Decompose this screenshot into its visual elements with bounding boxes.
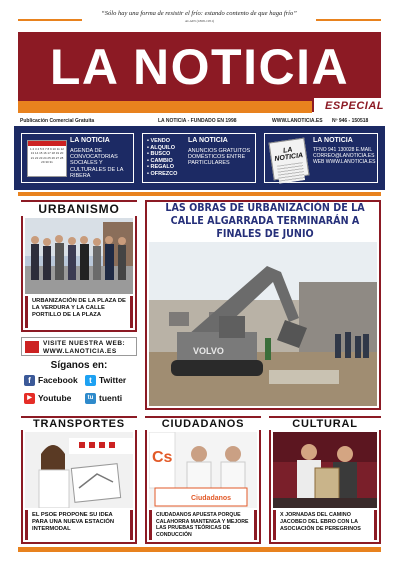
info-line xyxy=(18,116,381,126)
quote-text: “Sólo hay una forma de resistir el frío: estando contento de que haga frío” xyxy=(101,10,297,17)
cultural-photo[interactable] xyxy=(273,432,377,508)
banner-text: Ciudadanos xyxy=(191,495,232,502)
excavator-image xyxy=(149,242,377,406)
ad-contact-text: TFNO 941 130028 E.MAIL CORREO@LANOTICIA.ES WEB WWW.LANOTICIA.ES xyxy=(313,147,376,165)
section-cultural: CULTURAL xyxy=(269,416,381,430)
group-of-people-image xyxy=(25,218,133,294)
two-men-image xyxy=(149,432,257,508)
section-ciudadanos: CIUDADANOS xyxy=(145,416,261,430)
visit-line-1: VISITE NUESTRA WEB: xyxy=(43,340,126,347)
machine-brand-text: VOLVO xyxy=(193,346,224,356)
facebook-label: Facebook xyxy=(38,375,78,385)
classified-item: • OFREZCO xyxy=(147,170,178,177)
tuenti-label: tuenti xyxy=(99,393,123,403)
issue-number: Nº 946 - 150518 xyxy=(332,118,369,124)
two-women-image xyxy=(273,432,377,508)
urbanismo-photo[interactable] xyxy=(25,218,133,294)
ad-title: LA NOTICIA xyxy=(70,137,110,144)
bottom-orange-bar xyxy=(18,547,381,552)
agenda-ad[interactable] xyxy=(21,133,134,183)
calendar-icon: 1 2 3 4 5 6 7 8 9 10 11 12 13 14 15 16 17 18 19 20 21 22 23 24 25 26 27 28 29 30 31 xyxy=(27,140,67,177)
visit-line-2[interactable]: WWW.LANOTICIA.ES xyxy=(43,347,117,355)
founded-text: LA NOTICIA - FUNDADO EN 1998 xyxy=(158,118,237,124)
social-follow-box xyxy=(21,360,137,412)
ad-title: LA NOTICIA xyxy=(188,137,228,144)
ad-text: AGENDA DE CONVOCATORIAS SOCIALES Y CULTURALES DE LA RIBERA xyxy=(70,148,124,179)
quote-bar xyxy=(14,10,385,32)
visit-website-banner[interactable] xyxy=(21,337,137,356)
newspaper-icon: LA NOTICIA xyxy=(269,138,310,181)
section-transportes: TRANSPORTES xyxy=(21,416,137,430)
newspaper-front-page xyxy=(14,10,385,556)
ads-band xyxy=(14,126,385,190)
visit-text xyxy=(43,340,125,355)
transportes-caption[interactable]: EL PSOE PROPONE SU IDEA PARA UNA NUEVA ESTACIÓN INTERMODAL xyxy=(25,510,133,540)
main-story-photo[interactable] xyxy=(149,242,377,406)
classified-item: • BUSCO xyxy=(147,151,171,157)
publication-type: Publicación Comercial Gratuita xyxy=(20,118,95,124)
ciudadanos-caption[interactable]: CIUDADANOS APUESTA PORQUE CALAHORRA MANTENGA Y MEJORE LAS PRUEBAS TEÓRICAS DE CONDUCCIÓN xyxy=(149,510,257,540)
especial-label: ESPECIAL xyxy=(314,98,384,114)
quote-author: ALAIN (1868-1951) xyxy=(184,19,215,23)
classified-item: • ALQUILO xyxy=(147,144,175,151)
contact-ad[interactable] xyxy=(264,133,378,183)
transportes-photo[interactable] xyxy=(25,432,133,508)
classifieds-ad[interactable] xyxy=(142,133,256,183)
classified-item: • VENDO xyxy=(147,138,171,144)
urbanismo-caption[interactable]: URBANIZACIÓN DE LA PLAZA DE LA VERDURA Y LA CALLE PORTILLO DE LA PLAZA xyxy=(25,296,133,328)
section-urbanismo: URBANISMO xyxy=(21,200,137,216)
cultural-caption[interactable]: X JORNADAS DEL CAMINO JACOBEO DEL EBRO CON LA ASOCIACIÓN DE PEREGRINOS xyxy=(273,510,377,540)
youtube-icon: ▶ xyxy=(24,393,35,404)
ad-title: LA NOTICIA xyxy=(313,137,353,144)
ad-text: ANUNCIOS GRATUITOS DOMÉSTICOS ENTRE PARTICULARES xyxy=(188,148,251,167)
masthead-title: LA NOTICIA xyxy=(49,39,350,95)
classified-item: • REGALO xyxy=(147,164,174,170)
follow-title: Síganos en: xyxy=(50,360,108,371)
mouse-cursor-icon xyxy=(25,341,39,353)
woman-with-plan-image xyxy=(25,432,133,508)
classified-item: • CAMBIO xyxy=(147,157,173,164)
website-text[interactable]: WWW.LANOTICIA.ES xyxy=(272,118,323,124)
twitter-icon: t xyxy=(85,375,96,386)
party-logo-text: Cs xyxy=(152,449,173,466)
orange-divider xyxy=(18,192,381,196)
facebook-icon: f xyxy=(24,375,35,386)
twitter-label: Twitter xyxy=(99,375,127,385)
masthead-orange-strip xyxy=(18,101,312,113)
classified-items xyxy=(147,138,183,177)
youtube-label: Youtube xyxy=(38,393,72,403)
main-headline[interactable]: LAS OBRAS DE URBANIZACIÓN DE LA CALLE ALGARRADA TERMINARÁN A FINALES DE JUNIO xyxy=(165,203,365,240)
tuenti-icon: tu xyxy=(85,393,96,404)
ciudadanos-photo[interactable] xyxy=(149,432,257,508)
